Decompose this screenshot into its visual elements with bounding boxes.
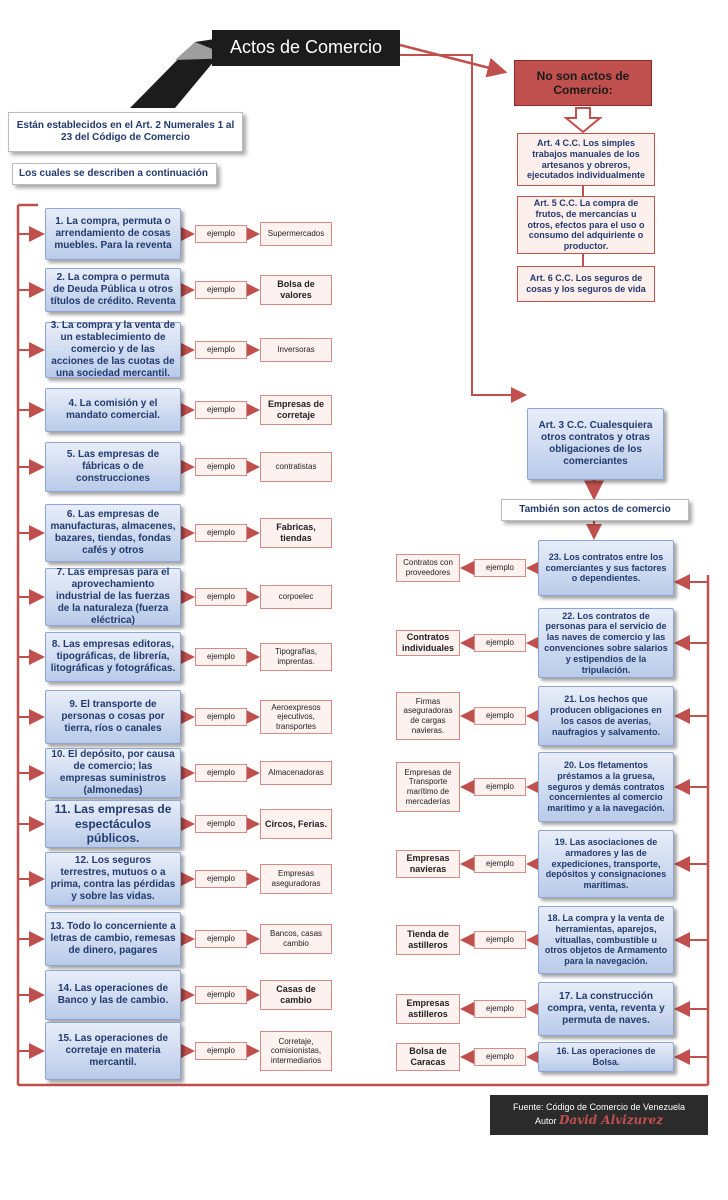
left-item-15: 15. Las operaciones de corretaje en materia mercantil. bbox=[45, 1022, 181, 1080]
left-item-3: 3. La compra y la venta de un establecimiento de comercio y de las acciones de las cuotas de una sociedad mercantil. bbox=[45, 322, 181, 378]
right-item-19: 19. Las asociaciones de armadores y las de expediciones, transporte, depósitos y consignaciones marítimas. bbox=[538, 830, 674, 898]
example-label: ejemplo bbox=[195, 458, 247, 476]
left-item-8: 8. Las empresas editoras, tipográficas, de librería, litográficas y fotográficas. bbox=[45, 632, 181, 682]
right-example-23: Contratos con proveedores bbox=[396, 554, 460, 582]
left-item-7: 7. Las empresas para el aprovechamiento industrial de las fuerzas de la naturaleza (fuerza eléctrica) bbox=[45, 568, 181, 626]
left-example-3: Inversoras bbox=[260, 338, 332, 362]
left-example-1: Supermercados bbox=[260, 222, 332, 246]
example-label: ejemplo bbox=[195, 401, 247, 419]
example-label: ejemplo bbox=[474, 559, 526, 577]
example-label: ejemplo bbox=[474, 707, 526, 725]
example-label: ejemplo bbox=[474, 1000, 526, 1018]
no-son-item-art6: Art. 6 C.C. Los seguros de cosas y los seguros de vida bbox=[517, 266, 655, 302]
right-item-16: 16. Las operaciones de Bolsa. bbox=[538, 1042, 674, 1072]
author-label: Autor bbox=[534, 1116, 557, 1127]
left-example-2: Bolsa de valores bbox=[260, 275, 332, 305]
art3-box: Art. 3 C.C. Cualesquiera otros contratos y otras obligaciones de los comerciantes bbox=[527, 408, 664, 480]
no-son-item-art5: Art. 5 C.C. La compra de frutos, de mercancías u otros, efectos para el uso o consumo del adquiriente o productor. bbox=[517, 196, 655, 254]
left-example-15: Corretaje, comisionistas, intermediarios bbox=[260, 1031, 332, 1071]
author-line bbox=[535, 1113, 663, 1127]
left-example-13: Bancos, casas cambio bbox=[260, 924, 332, 954]
left-example-7: corpoelec bbox=[260, 585, 332, 609]
source-box bbox=[490, 1095, 708, 1135]
left-item-9: 9. El transporte de personas o cosas por tierra, ríos o canales bbox=[45, 690, 181, 744]
left-example-8: Tipografías, imprentas. bbox=[260, 643, 332, 671]
left-example-10: Almacenadoras bbox=[260, 761, 332, 785]
right-example-20: Empresas de Transporte marítimo de mercaderías bbox=[396, 762, 460, 812]
example-label: ejemplo bbox=[195, 930, 247, 948]
example-label: ejemplo bbox=[474, 1048, 526, 1066]
example-label: ejemplo bbox=[474, 778, 526, 796]
left-example-14: Casas de cambio bbox=[260, 980, 332, 1010]
left-item-1: 1. La compra, permuta o arrendamiento de cosas muebles. Para la reventa bbox=[45, 208, 181, 260]
diagram-title: Actos de Comercio bbox=[212, 30, 400, 66]
header-established: Están establecidos en el Art. 2 Numerales 1 al 23 del Código de Comercio bbox=[8, 112, 243, 152]
right-example-19: Empresas navieras bbox=[396, 850, 460, 878]
left-item-5: 5. Las empresas de fábricas o de construcciones bbox=[45, 442, 181, 492]
left-example-11: Circos, Ferias. bbox=[260, 809, 332, 839]
left-example-4: Empresas de corretaje bbox=[260, 395, 332, 425]
right-item-17: 17. La construcción compra, venta, reventa y permuta de naves. bbox=[538, 982, 674, 1036]
example-label: ejemplo bbox=[195, 870, 247, 888]
example-label: ejemplo bbox=[195, 588, 247, 606]
left-example-5: contratistas bbox=[260, 452, 332, 482]
right-item-23: 23. Los contratos entre los comerciantes y sus factores o dependientes. bbox=[538, 540, 674, 596]
right-item-18: 18. La compra y la venta de herramientas, aparejos, vituallas, combustible u otros objetos de Armamento para la navegación. bbox=[538, 906, 674, 974]
left-item-6: 6. Las empresas de manufacturas, almacenes, bazares, tiendas, fondas cafés y otros bbox=[45, 504, 181, 562]
right-example-18: Tienda de astilleros bbox=[396, 925, 460, 955]
right-item-22: 22. Los contratos de personas para el servicio de las naves de comercio y las convenciones sobre salarios y estipendios de la tripulación. bbox=[538, 608, 674, 678]
right-example-16: Bolsa de Caracas bbox=[396, 1043, 460, 1071]
source-text: Fuente: Código de Comercio de Venezuela bbox=[512, 1102, 686, 1113]
example-label: ejemplo bbox=[474, 855, 526, 873]
example-label: ejemplo bbox=[195, 986, 247, 1004]
example-label: ejemplo bbox=[195, 524, 247, 542]
example-label: ejemplo bbox=[474, 931, 526, 949]
left-item-10: 10. El depósito, por causa de comercio; las empresas suministros (almonedas) bbox=[45, 748, 181, 798]
left-item-11: 11. Las empresas de espectáculos públicos. bbox=[45, 800, 181, 848]
left-item-14: 14. Las operaciones de Banco y las de cambio. bbox=[45, 970, 181, 1020]
left-example-6: Fabricas, tiendas bbox=[260, 518, 332, 548]
example-label: ejemplo bbox=[195, 225, 247, 243]
example-label: ejemplo bbox=[195, 648, 247, 666]
no-son-title: No son actos de Comercio: bbox=[514, 60, 652, 106]
header-described: Los cuales se describen a continuación bbox=[12, 163, 217, 185]
left-item-2: 2. La compra o permuta de Deuda Pública u otros títulos de crédito. Reventa bbox=[45, 268, 181, 312]
left-example-12: Empresas aseguradoras bbox=[260, 864, 332, 894]
tambien-box: También son actos de comercio bbox=[501, 499, 689, 521]
right-item-20: 20. Los fletamentos préstamos a la gruesa, seguros y demás contratos concernientes al comercio marítimo y a la navegación. bbox=[538, 752, 674, 822]
right-example-22: Contratos individuales bbox=[396, 630, 460, 656]
example-label: ejemplo bbox=[474, 634, 526, 652]
example-label: ejemplo bbox=[195, 708, 247, 726]
example-label: ejemplo bbox=[195, 815, 247, 833]
left-item-4: 4. La comisión y el mandato comercial. bbox=[45, 388, 181, 432]
left-example-9: Aeroexpresos ejecutivos, transportes bbox=[260, 700, 332, 734]
no-son-item-art4: Art. 4 C.C. Los simples trabajos manuales de los artesanos y obreros, ejecutados individualmente bbox=[517, 133, 655, 186]
example-label: ejemplo bbox=[195, 764, 247, 782]
right-item-21: 21. Los hechos que producen obligaciones en los casos de averías, naufragios y salvamento. bbox=[538, 686, 674, 746]
left-item-13: 13. Todo lo concerniente a letras de cambio, remesas de dinero, pagares bbox=[45, 912, 181, 966]
author-name: David Alvizurez bbox=[559, 1113, 664, 1128]
right-example-17: Empresas astilleros bbox=[396, 994, 460, 1024]
right-example-21: Firmas aseguradoras de cargas navieras. bbox=[396, 692, 460, 740]
example-label: ejemplo bbox=[195, 281, 247, 299]
left-item-12: 12. Los seguros terrestres, mutuos o a prima, contra las pérdidas y sobre las vidas. bbox=[45, 852, 181, 906]
example-label: ejemplo bbox=[195, 1042, 247, 1060]
example-label: ejemplo bbox=[195, 341, 247, 359]
